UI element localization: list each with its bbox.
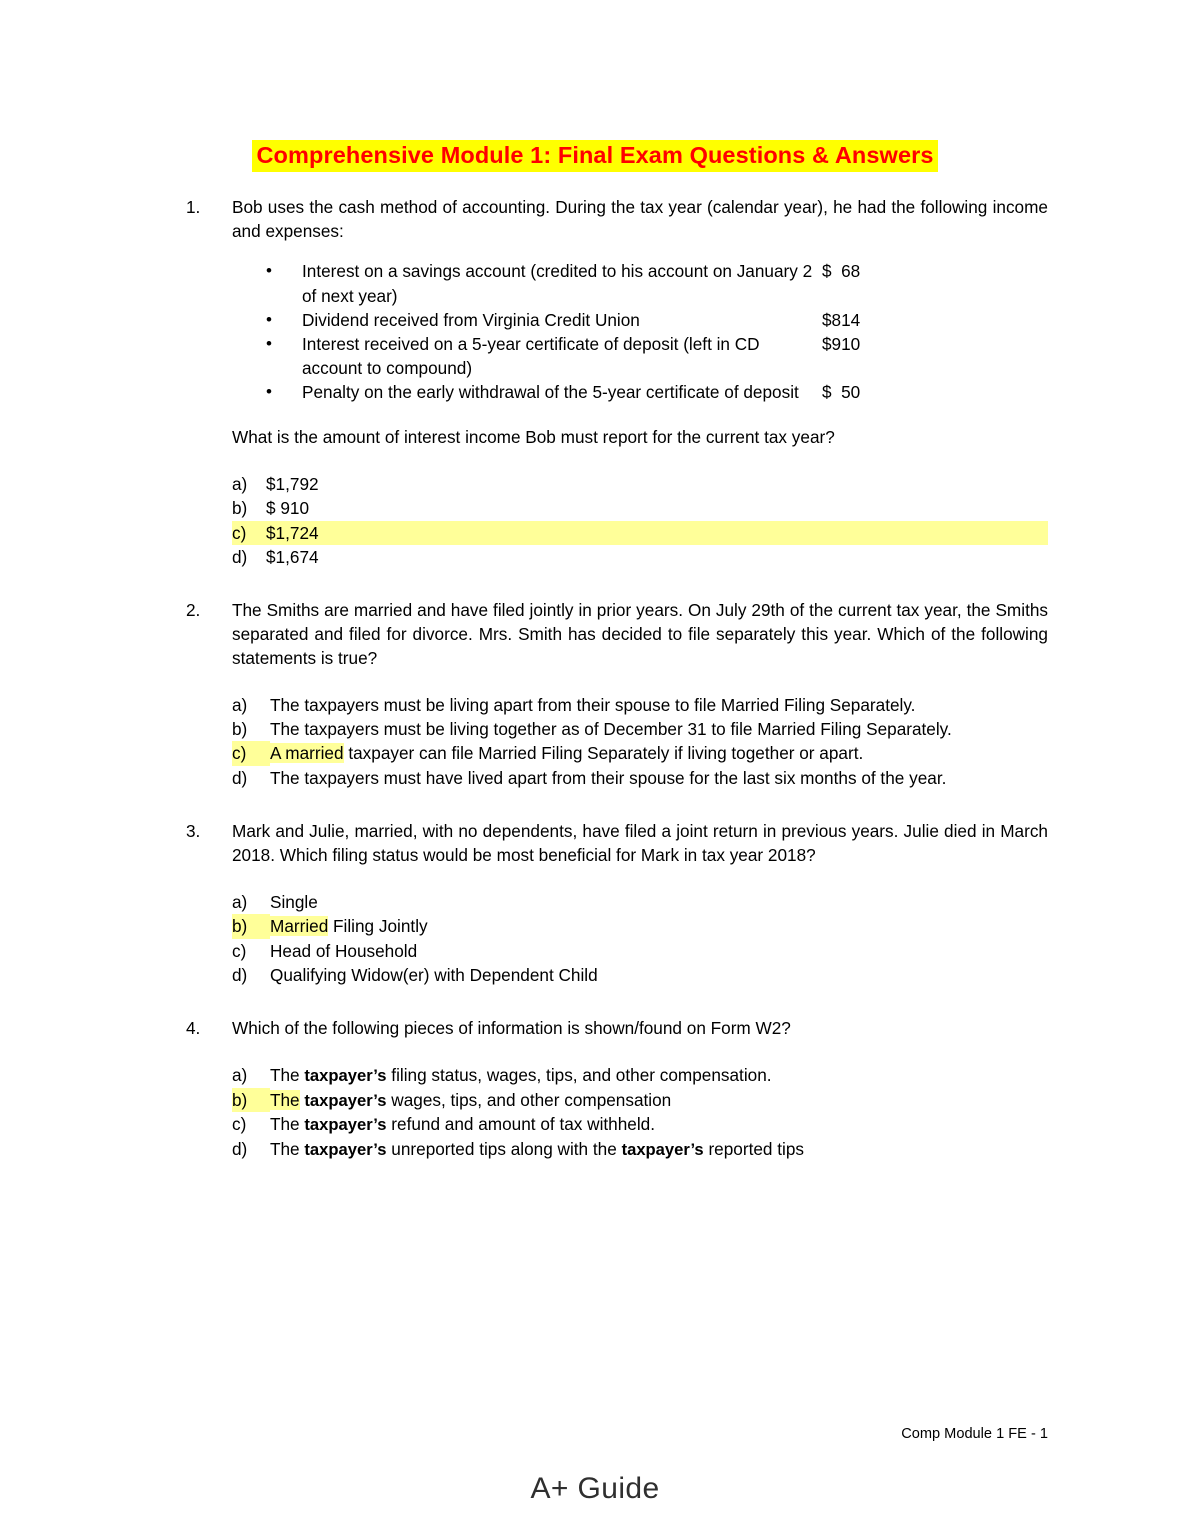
choice-label: d) — [232, 546, 248, 567]
question-1 — [186, 196, 1048, 569]
document-body — [186, 196, 1048, 1161]
question-2-choices — [232, 693, 1048, 791]
choice-b[interactable] — [232, 1088, 1048, 1113]
choice-c[interactable] — [232, 741, 1048, 765]
choice-label: c) — [232, 940, 247, 961]
choice-b[interactable] — [232, 717, 1048, 741]
choice-text: The taxpayer’s unreported tips along with the taxpayer’s reported tips — [270, 1138, 804, 1159]
choice-text: A married taxpayer can file Married Filing Separately if living together or apart. — [270, 743, 864, 764]
bullet-icon: • — [266, 309, 272, 329]
bullet-text: Penalty on the early withdrawal of the 5-year certificate of deposit — [302, 381, 799, 402]
choice-c[interactable] — [232, 521, 1048, 545]
footer-brand: A+ Guide — [530, 1472, 660, 1505]
bullet-icon: • — [266, 381, 272, 401]
choice-label: a) — [232, 694, 248, 715]
choice-highlight-span: Married — [270, 916, 329, 937]
question-3 — [186, 820, 1048, 987]
choice-text: $ 910 — [266, 498, 310, 519]
choice-text: The taxpayer’s wages, tips, and other compensation — [270, 1089, 672, 1110]
choice-label: a) — [232, 1065, 248, 1086]
choice-label: d) — [232, 1138, 248, 1159]
question-4-choices — [232, 1063, 1048, 1161]
question-text: Bob uses the cash method of accounting. During the tax year (calendar year), he had the following income and expenses: — [232, 197, 1048, 241]
choice-a[interactable] — [232, 1063, 1048, 1088]
bullet-amount: $814 — [822, 309, 861, 330]
bullet-amount: $ 50 — [822, 381, 861, 402]
choice-text: $1,674 — [266, 546, 319, 567]
question-number: 4. — [186, 1018, 201, 1039]
choice-d[interactable] — [232, 1137, 1048, 1162]
choice-label: b) — [232, 914, 270, 938]
choice-label: d) — [232, 964, 248, 985]
bullet-amount: $910 — [822, 333, 861, 354]
choice-text: The taxpayers must be living together as of December 31 to file Married Filing Separately. — [270, 718, 952, 739]
page-title: Comprehensive Module 1: Final Exam Questions & Answers — [252, 140, 937, 172]
choice-text: $1,724 — [266, 521, 1048, 545]
choice-label: c) — [232, 741, 270, 765]
choice-text: Married Filing Jointly — [270, 916, 428, 937]
question-1-choices — [232, 472, 1048, 570]
choice-c[interactable] — [232, 939, 1048, 963]
list-item — [232, 259, 1048, 307]
choice-b[interactable] — [232, 914, 1048, 938]
choice-label: d) — [232, 767, 248, 788]
question-4 — [186, 1017, 1048, 1161]
choice-label: b) — [232, 718, 248, 739]
choice-label: a) — [232, 891, 248, 912]
choice-text: The taxpayer’s refund and amount of tax withheld. — [270, 1114, 656, 1135]
choice-c[interactable] — [232, 1112, 1048, 1137]
choice-text: $1,792 — [266, 473, 319, 494]
bullet-icon: • — [266, 261, 272, 281]
list-item — [232, 380, 1048, 404]
question-text: Mark and Julie, married, with no dependents, have filed a joint return in previous years. Julie died in March 2018. Which filing status would be most beneficial for Mark in tax year 2018? — [232, 821, 1048, 865]
choice-label: c) — [232, 1114, 247, 1135]
bullet-text: Interest on a savings account (credited to his account on January 2 of next year) — [302, 261, 813, 306]
question-1-followup: What is the amount of interest income Bob must report for the current tax year? — [232, 426, 835, 447]
question-3-choices — [232, 890, 1048, 988]
choice-label: b) — [232, 1088, 270, 1113]
bullet-text: Interest received on a 5-year certificate of deposit (left in CD account to compound) — [302, 333, 760, 378]
question-text: The Smiths are married and have filed jointly in prior years. On July 29th of the current tax year, the Smiths separated and filed for divorce. Mrs. Smith has decided to file separately this year. Which of the following statements is true? — [232, 600, 1048, 668]
choice-a[interactable] — [232, 693, 1048, 717]
list-item — [232, 332, 1048, 380]
list-item — [232, 308, 1048, 332]
choice-highlight-span: A married — [270, 743, 344, 764]
question-number: 3. — [186, 821, 201, 842]
choice-a[interactable] — [232, 890, 1048, 914]
choice-b[interactable] — [232, 496, 1048, 520]
document-title-container — [0, 140, 1190, 172]
question-number: 2. — [186, 600, 201, 621]
question-number: 1. — [186, 197, 201, 217]
choice-label: a) — [232, 473, 248, 494]
choice-text: The taxpayers must be living apart from their spouse to file Married Filing Separately. — [270, 694, 916, 715]
choice-text: The taxpayer’s filing status, wages, tips, and other compensation. — [270, 1065, 772, 1086]
choice-a[interactable] — [232, 472, 1048, 496]
choice-text: Qualifying Widow(er) with Dependent Child — [270, 964, 598, 985]
bullet-amount: $ 68 — [822, 261, 861, 282]
choice-d[interactable] — [232, 766, 1048, 790]
bullet-icon: • — [266, 333, 272, 353]
choice-text: Single — [270, 891, 318, 912]
page-footer-reference: Comp Module 1 FE - 1 — [901, 1426, 1048, 1442]
choice-text: The taxpayers must have lived apart from their spouse for the last six months of the year. — [270, 767, 947, 788]
choice-label: b) — [232, 498, 248, 519]
question-2 — [186, 599, 1048, 790]
choice-d[interactable] — [232, 963, 1048, 987]
bullet-text: Dividend received from Virginia Credit Union — [302, 309, 640, 330]
question-text: Which of the following pieces of information is shown/found on Form W2? — [232, 1018, 791, 1039]
choice-highlight-span: The — [270, 1089, 300, 1110]
choice-d[interactable] — [232, 545, 1048, 569]
choice-text: Head of Household — [270, 940, 418, 961]
question-1-bullet-list — [232, 259, 1048, 403]
choice-label: c) — [232, 521, 266, 545]
